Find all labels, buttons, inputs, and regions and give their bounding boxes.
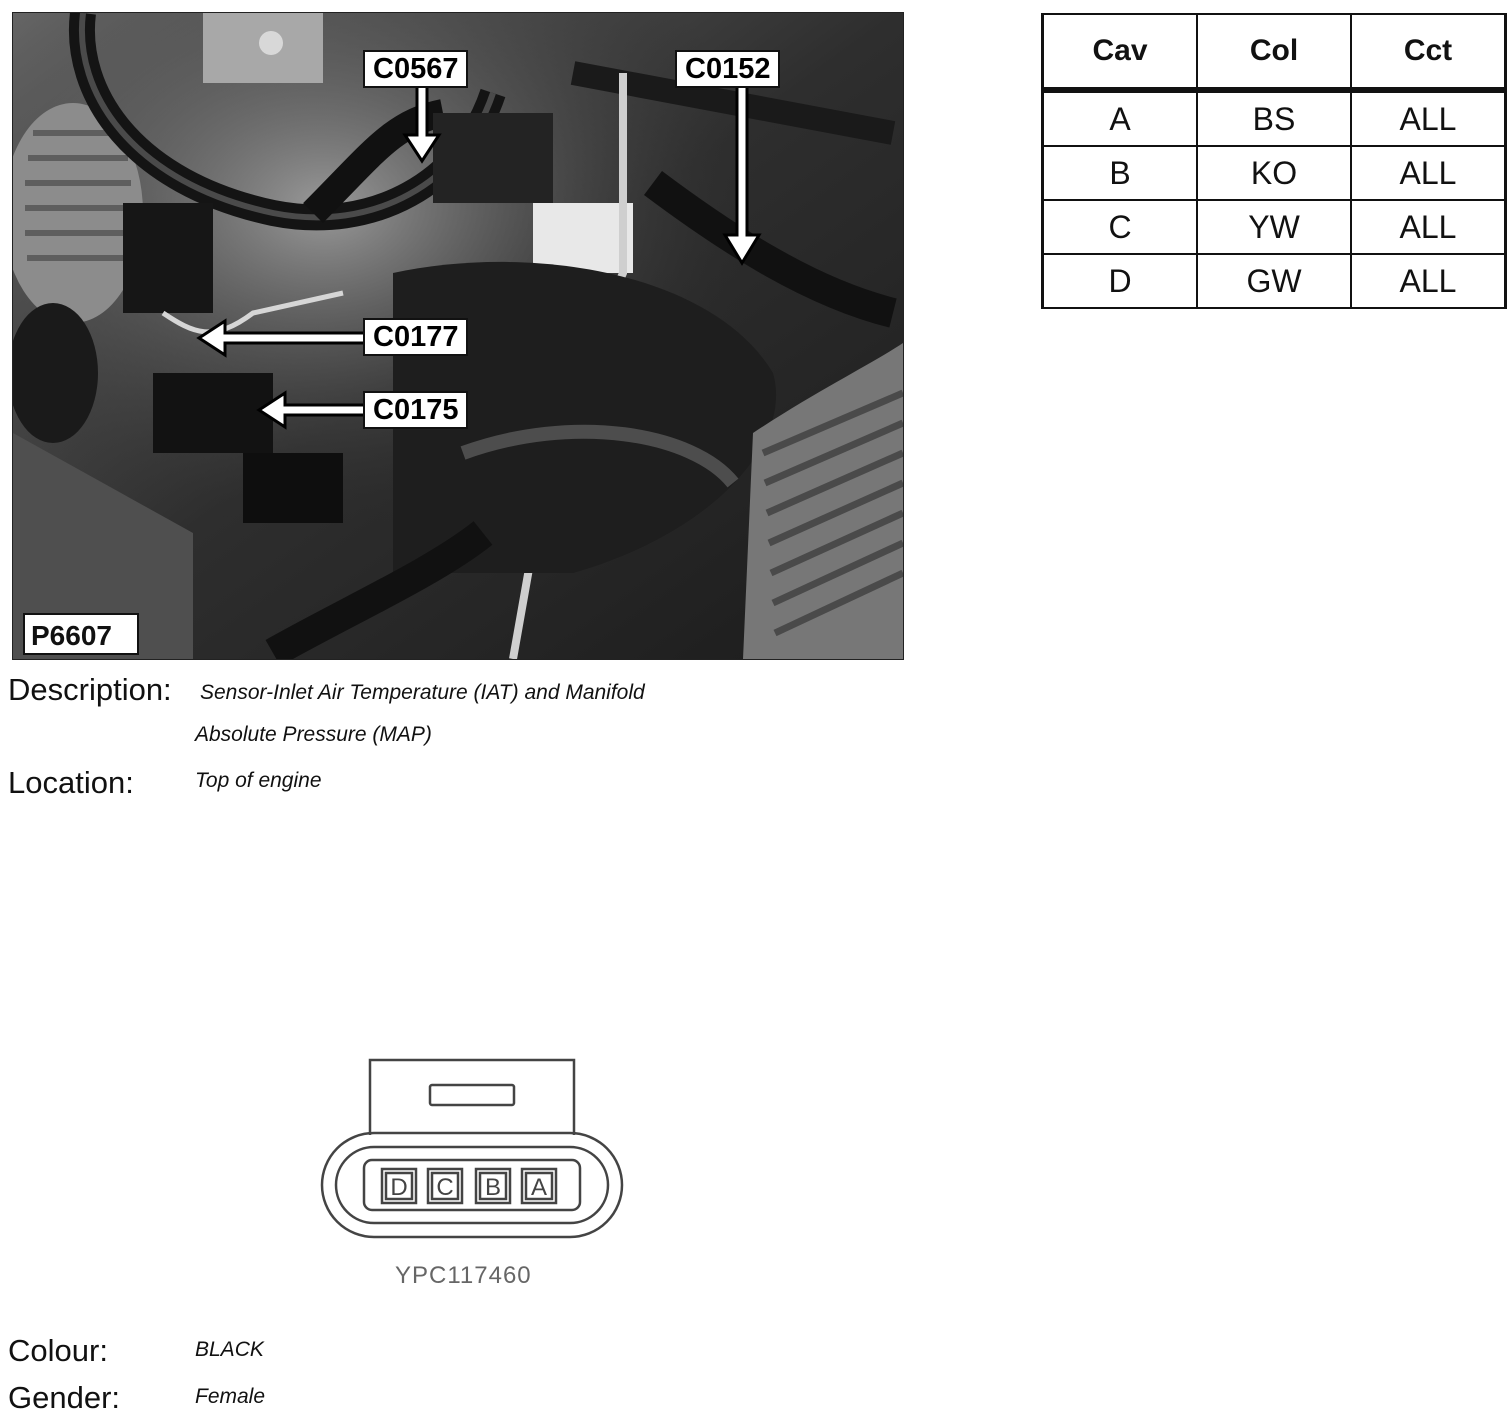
cavity-label-c: C [436, 1174, 454, 1201]
header-cct: Cct [1351, 14, 1506, 90]
colour-label: Colour: [8, 1333, 108, 1368]
location-label: Location: [8, 765, 134, 800]
description-line-2: Absolute Pressure (MAP) [195, 723, 432, 746]
cell-circuit: ALL [1351, 200, 1506, 254]
gender-label: Gender: [8, 1380, 121, 1415]
gender-value: Female [195, 1385, 266, 1408]
cell-circuit: ALL [1351, 90, 1506, 146]
table-row [1043, 254, 1506, 308]
cavity-table [1041, 13, 1507, 309]
callout-c0175: C0175 [363, 391, 468, 429]
cell-cavity: B [1043, 146, 1198, 200]
cavity-label-b: B [484, 1174, 502, 1201]
cell-cavity: A [1043, 90, 1198, 146]
cavity-label-a: A [530, 1174, 548, 1201]
description-label: Description: [8, 672, 172, 707]
colour-value: BLACK [195, 1338, 264, 1361]
photo-reference: P6607 [23, 613, 139, 655]
engine-photo [12, 12, 904, 660]
description-line-1: Sensor-Inlet Air Temperature (IAT) and Manifold [200, 681, 645, 704]
cell-colour: KO [1197, 146, 1351, 200]
table-row [1043, 146, 1506, 200]
cell-colour: BS [1197, 90, 1351, 146]
cavity-label-d: D [390, 1174, 408, 1201]
callout-c0567: C0567 [363, 50, 468, 88]
header-cav: Cav [1043, 14, 1198, 90]
cell-cavity: D [1043, 254, 1198, 308]
table-row [1043, 90, 1506, 146]
connector-face-diagram [318, 1055, 628, 1245]
cell-colour: YW [1197, 200, 1351, 254]
header-col: Col [1197, 14, 1351, 90]
connector-part-number: YPC117460 [395, 1262, 532, 1289]
callout-c0177: C0177 [363, 318, 468, 356]
cell-circuit: ALL [1351, 254, 1506, 308]
cell-circuit: ALL [1351, 146, 1506, 200]
cell-cavity: C [1043, 200, 1198, 254]
location-value: Top of engine [195, 769, 322, 792]
callout-c0152: C0152 [675, 50, 780, 88]
table-row [1043, 200, 1506, 254]
table-header-row [1043, 14, 1506, 90]
cell-colour: GW [1197, 254, 1351, 308]
